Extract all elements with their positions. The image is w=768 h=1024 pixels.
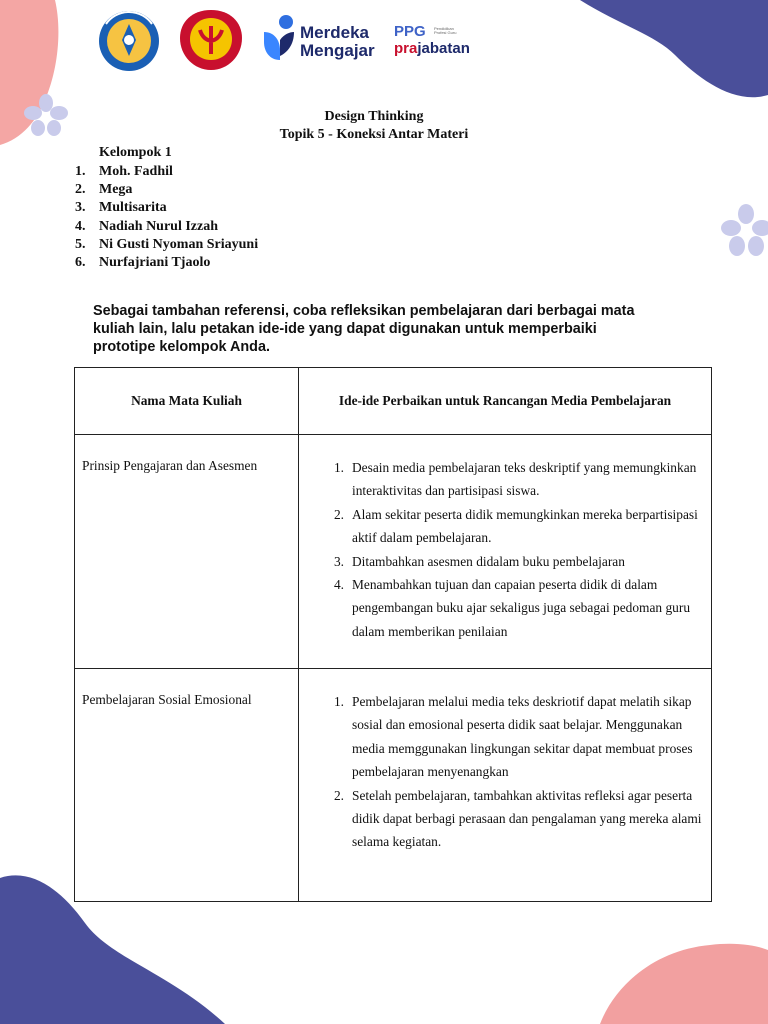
member-item: 6. Nurfajriani Tjaolo [75,254,211,270]
group-heading: Kelompok 1 [99,145,172,160]
table-row [75,435,712,669]
course-name: Pembelajaran Sosial Emosional [82,692,252,707]
member-item: 5. Ni Gusti Nyoman Sriayuni [75,236,259,252]
university-crest-logo [178,8,244,72]
column-header-course: Nama Mata Kuliah [75,368,299,435]
member-item: 4. Nadiah Nurul Izzah [75,218,219,234]
idea-item: 1. Pembelajaran melalui media teks deskriotif dapat melatih sikap sosial dan emosional peserta didik saat belajar. Menggunakan media memggunakan lingkungan sekitar dapat membuat proses pembelajaran menyenangkan [333,694,693,780]
idea-list [300,436,710,643]
idea-list [300,670,710,854]
course-name: Prinsip Pengajaran dan Asesmen [82,458,258,473]
tut-wuri-handayani-logo [94,10,164,72]
idea-item: 2. Alam sekitar peserta didik memungkinkan mereka berpartisipasi aktif dalam pembelajaran. [333,506,698,546]
member-list [75,163,258,272]
column-header-ideas: Ide-ide Perbaikan untuk Rancangan Media Pembelajaran [299,368,712,435]
table-row [75,669,712,902]
member-item: 2. Mega [75,182,133,198]
ppg-prajabatan-logo: PPG Pendidikan Profesi Guru prajabatan [394,23,470,57]
document-title: Design Thinking [324,109,424,124]
bottom-right-pink-blob [600,940,768,1024]
merdeka-mengajar-wordmark: Merdeka Mengajar [300,23,375,60]
top-right-navy-blob [560,0,768,110]
member-item: 1. Moh. Fadhil [75,164,173,179]
idea-item: 3. Ditambahkan asesmen didalam buku pembelajaran [333,553,625,569]
right-flower-icon [720,204,768,260]
idea-item: 1. Desain media pembelajaran teks deskriptif yang memungkinkan interaktivitas dan partisipasi siswa. [333,460,697,499]
idea-item: 4. Menambahkan tujuan dan capaian peserta didik di dalam pengembangan buku ajar sekaligus juga sebagai pedoman guru dalam memberikan penilaian [333,577,691,639]
idea-item: 2. Setelah pembelajaran, tambahkan aktivitas refleksi agar peserta didik dapat berbagi perasaan dan pengalaman yang mereka alami selama kegiatan. [333,787,702,850]
merdeka-mengajar-logo [260,14,296,64]
reflection-table [74,367,712,902]
member-item: 3. Multisarita [75,200,167,216]
table-header-row [75,368,712,435]
document-subtitle: Topik 5 - Koneksi Antar Materi [279,127,469,142]
instruction-text: Sebagai tambahan referensi, coba refleksikan pembelajaran dari berbagai mata kuliah lain, lalu petakan ide-ide yang dapat digunakan untuk memperbaiki prototipe kelompok Anda. [93,303,635,355]
